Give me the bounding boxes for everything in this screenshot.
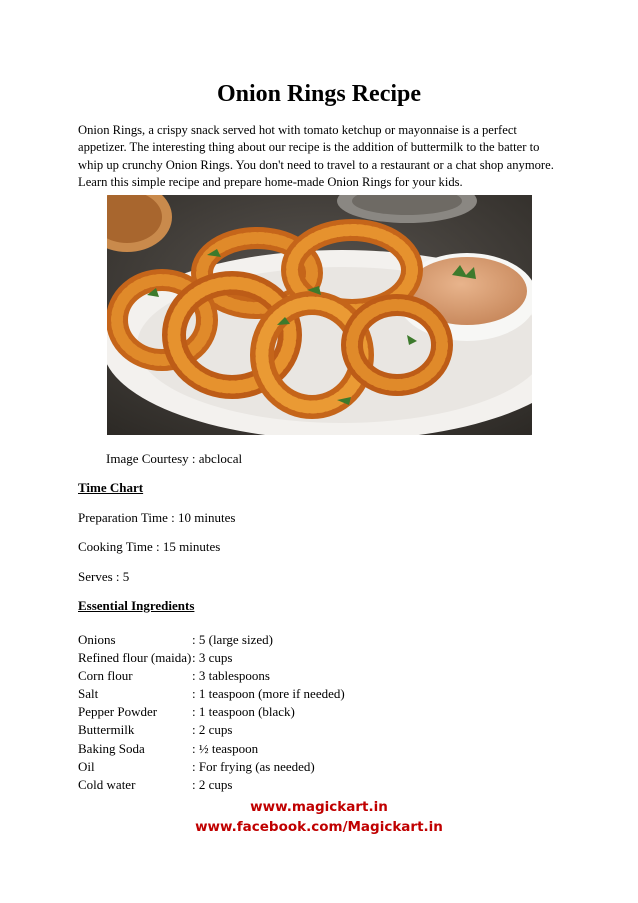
cooking-time: Cooking Time : 15 minutes xyxy=(78,539,221,554)
ingredient-name: Onions xyxy=(78,632,116,647)
ingredient-row xyxy=(78,703,345,721)
ingredients-heading: Essential Ingredients xyxy=(78,598,195,613)
ingredient-quantity: : 5 (large sized) xyxy=(192,632,273,647)
ingredient-row xyxy=(78,685,345,703)
ingredient-name: Baking Soda xyxy=(78,740,145,756)
image-courtesy: Image Courtesy : abclocal xyxy=(106,451,243,466)
website-link[interactable]: www.magickart.in xyxy=(250,799,388,815)
facebook-link[interactable]: www.facebook.com/Magickart.in xyxy=(195,819,443,835)
onion-rings-photo xyxy=(107,195,532,435)
ingredient-row xyxy=(78,776,345,794)
ingredient-quantity: : For frying (as needed) xyxy=(192,758,315,774)
intro-paragraph: Onion Rings, a crispy snack served hot with tomato ketchup or mayonnaise is a perfect appetizer. The interesting thing about our recipe is the addition of buttermilk to the batter to whip up crunchy Onion Rings. You don't need to travel to a restaurant or a chat shop anymore. Learn this simple recipe and prepare home-made Onion Rings for your kids. xyxy=(78,123,554,189)
ingredient-row xyxy=(78,667,345,685)
ingredient-row xyxy=(78,721,345,739)
ingredient-name: Refined flour (maida) xyxy=(78,650,192,666)
ingredients-list xyxy=(78,631,345,794)
ingredient-quantity: : 3 tablespoons xyxy=(192,668,270,684)
ingredient-quantity: : ½ teaspoon xyxy=(192,740,259,756)
ingredient-name: Oil xyxy=(78,758,95,774)
ingredient-quantity: : 2 cups xyxy=(192,776,233,792)
ingredient-quantity: : 2 cups xyxy=(192,722,233,738)
time-chart-heading: Time Chart xyxy=(78,480,144,495)
footer-website xyxy=(0,799,638,815)
ingredient-name: Corn flour xyxy=(78,668,133,684)
ingredient-row xyxy=(78,740,345,758)
serves: Serves : 5 xyxy=(78,569,130,584)
ingredient-row xyxy=(78,631,345,649)
page-title: Onion Rings Recipe xyxy=(216,81,422,107)
preparation-time: Preparation Time : 10 minutes xyxy=(78,510,236,525)
ingredient-quantity: : 1 teaspoon (more if needed) xyxy=(192,686,345,702)
footer-facebook xyxy=(0,819,638,835)
ingredient-name: Pepper Powder xyxy=(78,704,158,720)
ingredient-quantity: : 1 teaspoon (black) xyxy=(192,704,295,720)
ingredient-quantity: : 3 cups xyxy=(192,650,233,666)
ingredient-name: Buttermilk xyxy=(78,722,135,738)
ingredient-name: Salt xyxy=(78,686,99,702)
ingredient-row xyxy=(78,758,345,776)
ingredient-row xyxy=(78,649,345,667)
ingredient-name: Cold water xyxy=(78,776,136,792)
